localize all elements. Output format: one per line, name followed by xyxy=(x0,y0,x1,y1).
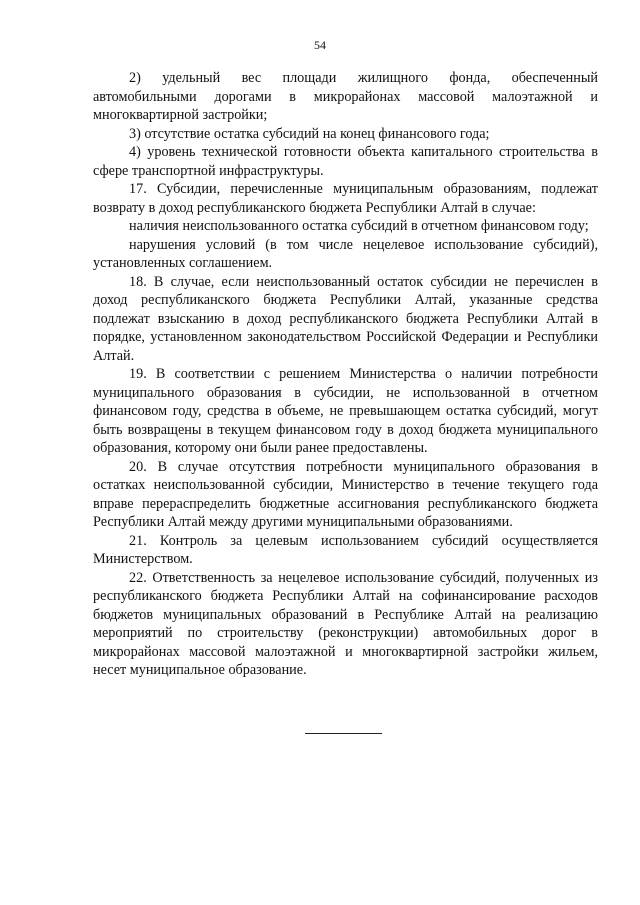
paragraph-clause-21: 21. Контроль за целевым использованием субсидий осуществляется Министерством. xyxy=(93,532,598,567)
page-number: 54 xyxy=(314,38,326,52)
paragraph-clause-19: 19. В соответствии с решением Министерства о наличии потребности муниципального образования в субсидии, не использованной в отчетном финансовом году, средства в объеме, не превышающем остатка субсидий, могут быть возвращены в текущем финансовом году в доход бюджета муниципального образования, которому они были ранее предоставлены. xyxy=(93,366,598,456)
paragraph-criterion-3: 3) отсутствие остатка субсидий на конец финансового года; xyxy=(129,125,490,142)
paragraph-criterion-4: 4) уровень технической готовности объекта капитального строительства в сфере транспортной инфраструктуры. xyxy=(93,144,598,179)
document-body xyxy=(93,69,598,680)
paragraph-clause-17: 17. Субсидии, перечисленные муниципальным образованиям, подлежат возврату в доход республиканского бюджета Республики Алтай в случае: xyxy=(93,181,598,216)
paragraph-clause-18: 18. В случае, если неиспользованный остаток субсидии не перечислен в доход республиканского бюджета Республики Алтай, указанные средства подлежат взысканию в доход республиканского бюджета Республики Алтай в порядке, установленном законодательством Российской Федерации и Республики Алтай. xyxy=(93,273,598,364)
paragraph-clause-17-case-2: нарушения условий (в том числе нецелевое использование субсидий), установленных соглашением. xyxy=(93,236,598,271)
paragraph-clause-22: 22. Ответственность за нецелевое использование субсидий, полученных из республиканского бюджета Республики Алтай на софинансирование расходов бюджетов муниципальных образований в Республике Алтай на реализацию мероприятий по строительству (реконструкции) автомобильных дорог в микрорайонах массовой малоэтажной и многоквартирной застройки жильем, несет муниципальное образование. xyxy=(93,569,598,678)
paragraph-clause-20: 20. В случае отсутствия потребности муниципального образования в остатках неиспользованной субсидии, Министерство в течение текущего года вправе перераспределить бюджетные ассигнования республиканского бюджета Республики Алтай между другими муниципальными образованиями. xyxy=(93,458,598,530)
paragraph-clause-17-case-1: наличия неиспользованного остатка субсидий в отчетном финансовом году; xyxy=(129,218,589,234)
end-of-document-rule xyxy=(305,733,382,734)
paragraph-criterion-2: 2) удельный вес площади жилищного фонда, обеспеченный автомобильными дорогами в микрорайонах массовой малоэтажной и многоквартирной застройки; xyxy=(93,70,598,123)
